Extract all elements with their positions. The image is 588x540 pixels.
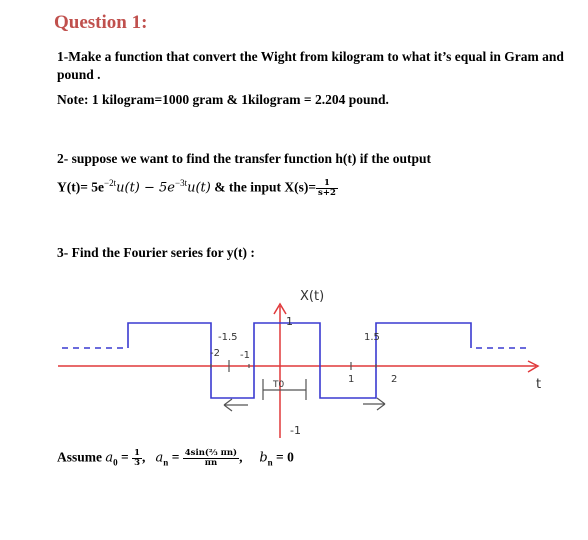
bn-symbol: b — [259, 450, 268, 466]
x-label-neg-1-5: -1.5 — [218, 332, 238, 343]
comma: , — [142, 449, 146, 465]
a0-equals: = — [117, 449, 133, 465]
question-3-text: 3- Find the Fourier series for y(t) : — [57, 245, 255, 260]
x-label-neg-1: -1 — [240, 350, 250, 361]
output-term: u(t) − 5e — [116, 180, 175, 196]
an-equals: = — [168, 449, 183, 465]
x-label-1-5: 1.5 — [364, 332, 380, 343]
an-den: πn — [204, 458, 218, 468]
an-subscript: n — [163, 457, 169, 468]
period-brackets — [224, 379, 385, 411]
x-label-neg-2: -2 — [210, 348, 220, 359]
square-wave-figure — [58, 278, 558, 443]
a0-subscript: 0 — [113, 457, 118, 468]
a0-num: 1 — [134, 448, 141, 458]
square-wave — [62, 323, 528, 398]
bn-subscript: n — [267, 457, 273, 468]
bn-value: = 0 — [272, 449, 294, 465]
period-label: T0 — [273, 380, 285, 390]
period-bracket — [263, 379, 306, 400]
question-1-text: 1-Make a function that convert the Wight from kilogram to what it’s equal in Gram and pound . — [57, 49, 564, 82]
an-fraction — [183, 449, 239, 468]
curve-label: X(t) — [300, 289, 325, 304]
input-frac-den: s+2 — [318, 187, 336, 198]
wave-path — [128, 323, 471, 398]
question-title: Question 1: — [54, 12, 148, 33]
a0-symbol: a — [105, 450, 114, 466]
input-frac-num: 1 — [316, 179, 338, 189]
y-label-top: 1 — [286, 315, 293, 328]
y-label-bottom: -1 — [290, 424, 301, 437]
assume-prefix: Assume — [57, 449, 106, 465]
comma: , — [239, 449, 243, 465]
assume-line — [57, 449, 294, 468]
output-prefix: Y(t)= 5e — [57, 179, 105, 195]
input-fraction — [316, 179, 338, 198]
exponent-2: −3t — [175, 178, 188, 188]
question-2-equation — [57, 178, 338, 198]
x-label-1: 1 — [348, 374, 355, 385]
exponent-1: −2t — [104, 178, 117, 188]
an-num: 4sin(⅔ πn) — [184, 448, 238, 458]
input-label: & the input X(s)= — [210, 179, 317, 195]
left-arrow — [224, 399, 248, 411]
output-step: u(t) — [187, 180, 211, 196]
question-1-note: Note: 1 kilogram=1000 gram & 1kilogram = 2.204 pound. — [57, 92, 389, 107]
question-2-text: 2- suppose we want to find the transfer function h(t) if the output — [57, 151, 432, 166]
a0-den: 3 — [134, 458, 141, 468]
t-axis-label: t — [536, 377, 542, 392]
axis-labels — [210, 332, 397, 385]
x-label-2: 2 — [391, 374, 398, 385]
right-arrow — [363, 398, 385, 410]
a0-fraction — [132, 449, 142, 468]
an-symbol: a — [155, 450, 164, 466]
